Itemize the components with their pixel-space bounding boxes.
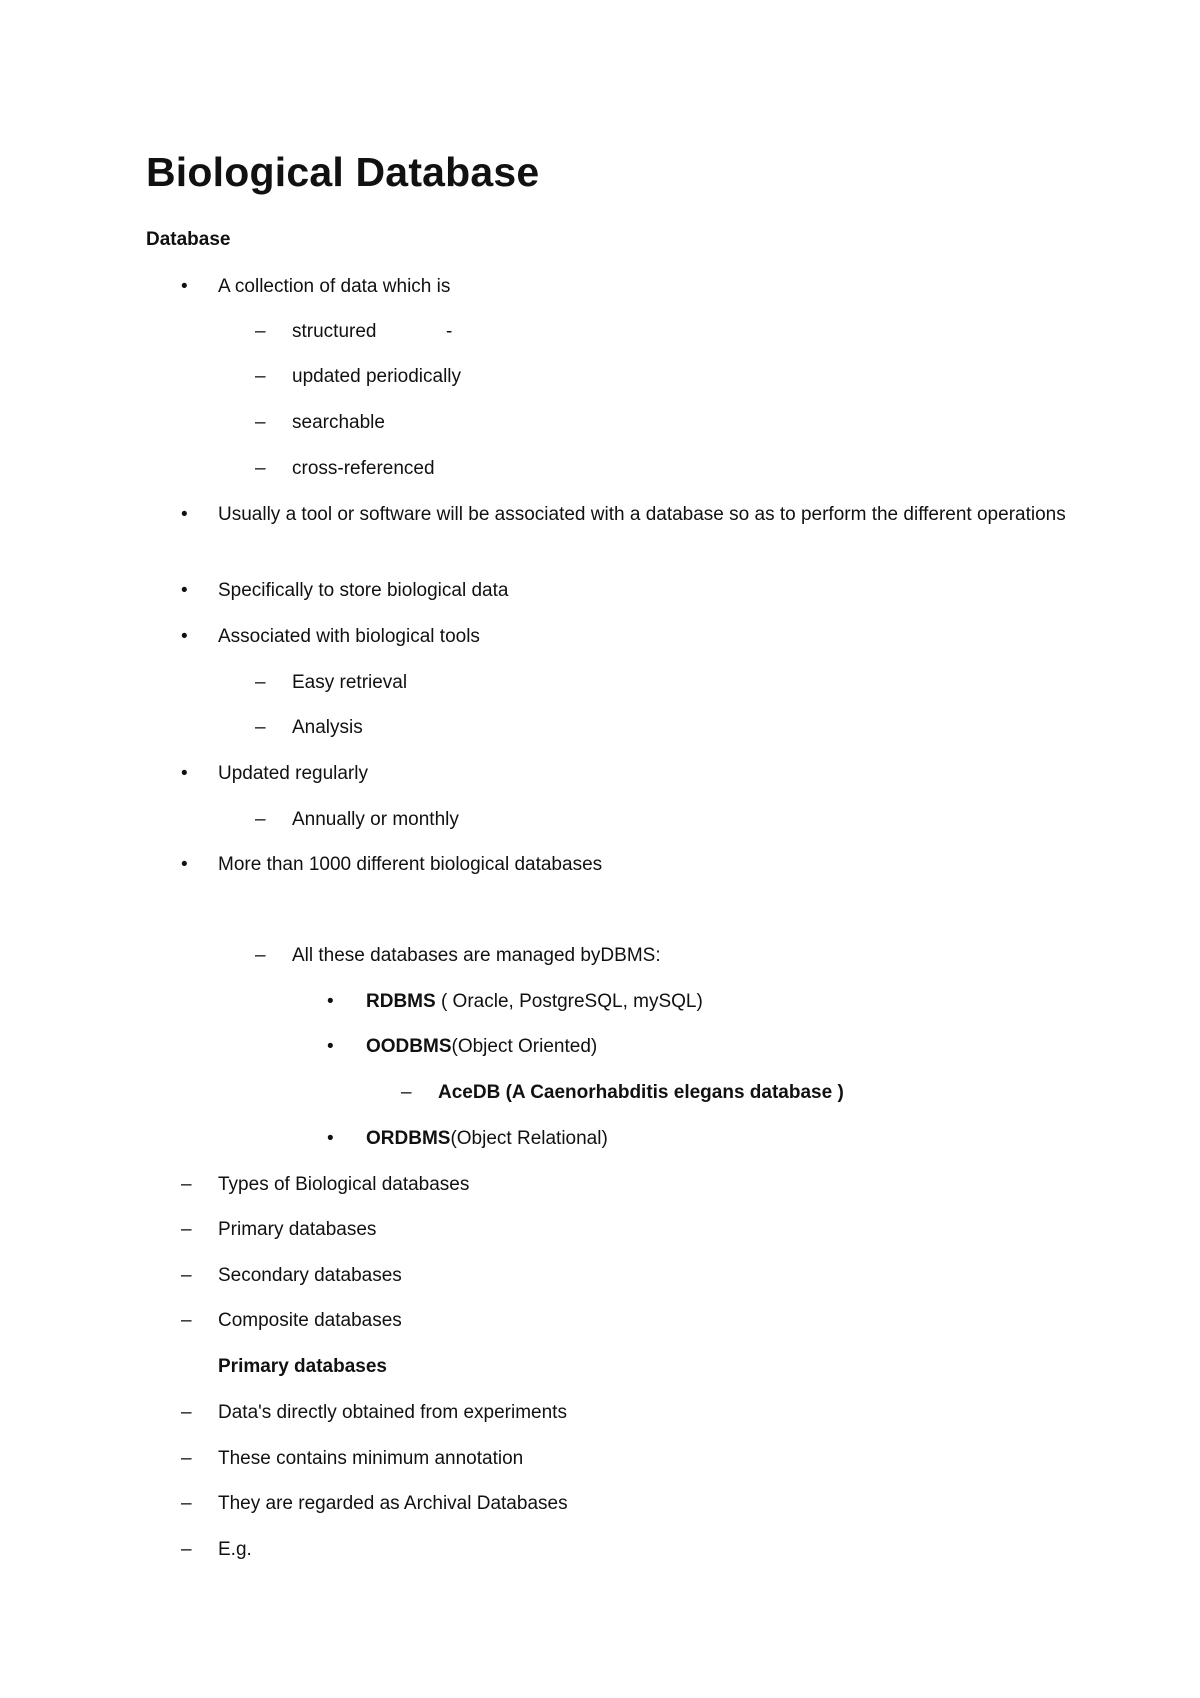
bullet-marker: • <box>181 580 188 601</box>
list-item: searchable <box>292 412 385 433</box>
list-item: updated periodically <box>292 366 462 387</box>
stray-dash-mark: - <box>446 321 453 342</box>
list-item: Secondary databases <box>218 1265 402 1286</box>
dash-marker: – <box>255 809 266 830</box>
list-item-ordbms <box>366 1124 608 1153</box>
dash-marker: – <box>255 717 266 738</box>
list-item: E.g. <box>218 1539 252 1560</box>
dash-marker: – <box>181 1493 192 1514</box>
list-item: Updated regularly <box>218 763 368 784</box>
dash-marker: – <box>181 1265 192 1286</box>
list-item: All these databases are managed byDBMS: <box>292 945 661 966</box>
term-oodbms-detail: (Object Oriented) <box>451 1036 598 1057</box>
bullet-marker: • <box>181 854 188 875</box>
dash-marker: – <box>181 1174 192 1195</box>
term-ordbms-detail: (Object Relational) <box>450 1128 608 1149</box>
bullet-marker: • <box>327 1036 334 1057</box>
list-item: Specifically to store biological data <box>218 580 509 601</box>
list-item: Data's directly obtained from experiments <box>218 1402 567 1423</box>
list-item-rdbms <box>366 987 703 1016</box>
list-item: A collection of data which is <box>218 276 451 297</box>
bullet-marker: • <box>181 504 188 525</box>
dash-marker: – <box>181 1539 192 1560</box>
list-item: They are regarded as Archival Databases <box>218 1493 568 1514</box>
dash-marker: – <box>401 1082 412 1103</box>
bullet-marker: • <box>327 991 334 1012</box>
list-item: Analysis <box>292 717 363 738</box>
bullet-marker: • <box>327 1128 334 1149</box>
dash-marker: – <box>181 1219 192 1240</box>
list-item: These contains minimum annotation <box>218 1448 524 1469</box>
list-item: More than 1000 different biological databases <box>218 854 603 875</box>
dash-marker: – <box>255 366 266 387</box>
list-item: Usually a tool or software will be associated with a database so as to perform the different operations <box>218 504 1066 525</box>
term-oodbms: OODBMS <box>366 1036 452 1057</box>
dash-marker: – <box>181 1402 192 1423</box>
section-heading-primary: Primary databases <box>218 1356 387 1377</box>
bullet-marker: • <box>181 763 188 784</box>
dash-marker: – <box>181 1310 192 1331</box>
term-rdbms: RDBMS <box>366 991 436 1012</box>
bullet-marker: • <box>181 276 188 297</box>
list-item: Easy retrieval <box>292 672 408 693</box>
dash-marker: – <box>255 321 266 342</box>
list-item: cross-referenced <box>292 458 435 479</box>
term-ordbms: ORDBMS <box>366 1128 451 1149</box>
list-item: Types of Biological databases <box>218 1174 470 1195</box>
dash-marker: – <box>255 458 266 479</box>
dash-marker: – <box>255 672 266 693</box>
list-item: Primary databases <box>218 1219 377 1240</box>
dash-marker: – <box>181 1448 192 1469</box>
list-item: structured <box>292 321 377 342</box>
bullet-marker: • <box>181 626 188 647</box>
page-title: Biological Database <box>146 149 540 195</box>
dash-marker: – <box>255 945 266 966</box>
section-heading-database: Database <box>146 229 231 250</box>
list-item: Associated with biological tools <box>218 626 480 647</box>
list-item-acedb: AceDB (A Caenorhabditis elegans database ) <box>438 1082 844 1103</box>
dash-marker: – <box>255 412 266 433</box>
list-item-oodbms <box>366 1032 597 1061</box>
list-item: Composite databases <box>218 1310 402 1331</box>
term-rdbms-detail: ( Oracle, PostgreSQL, mySQL) <box>435 991 703 1012</box>
list-item: Annually or monthly <box>292 809 459 830</box>
